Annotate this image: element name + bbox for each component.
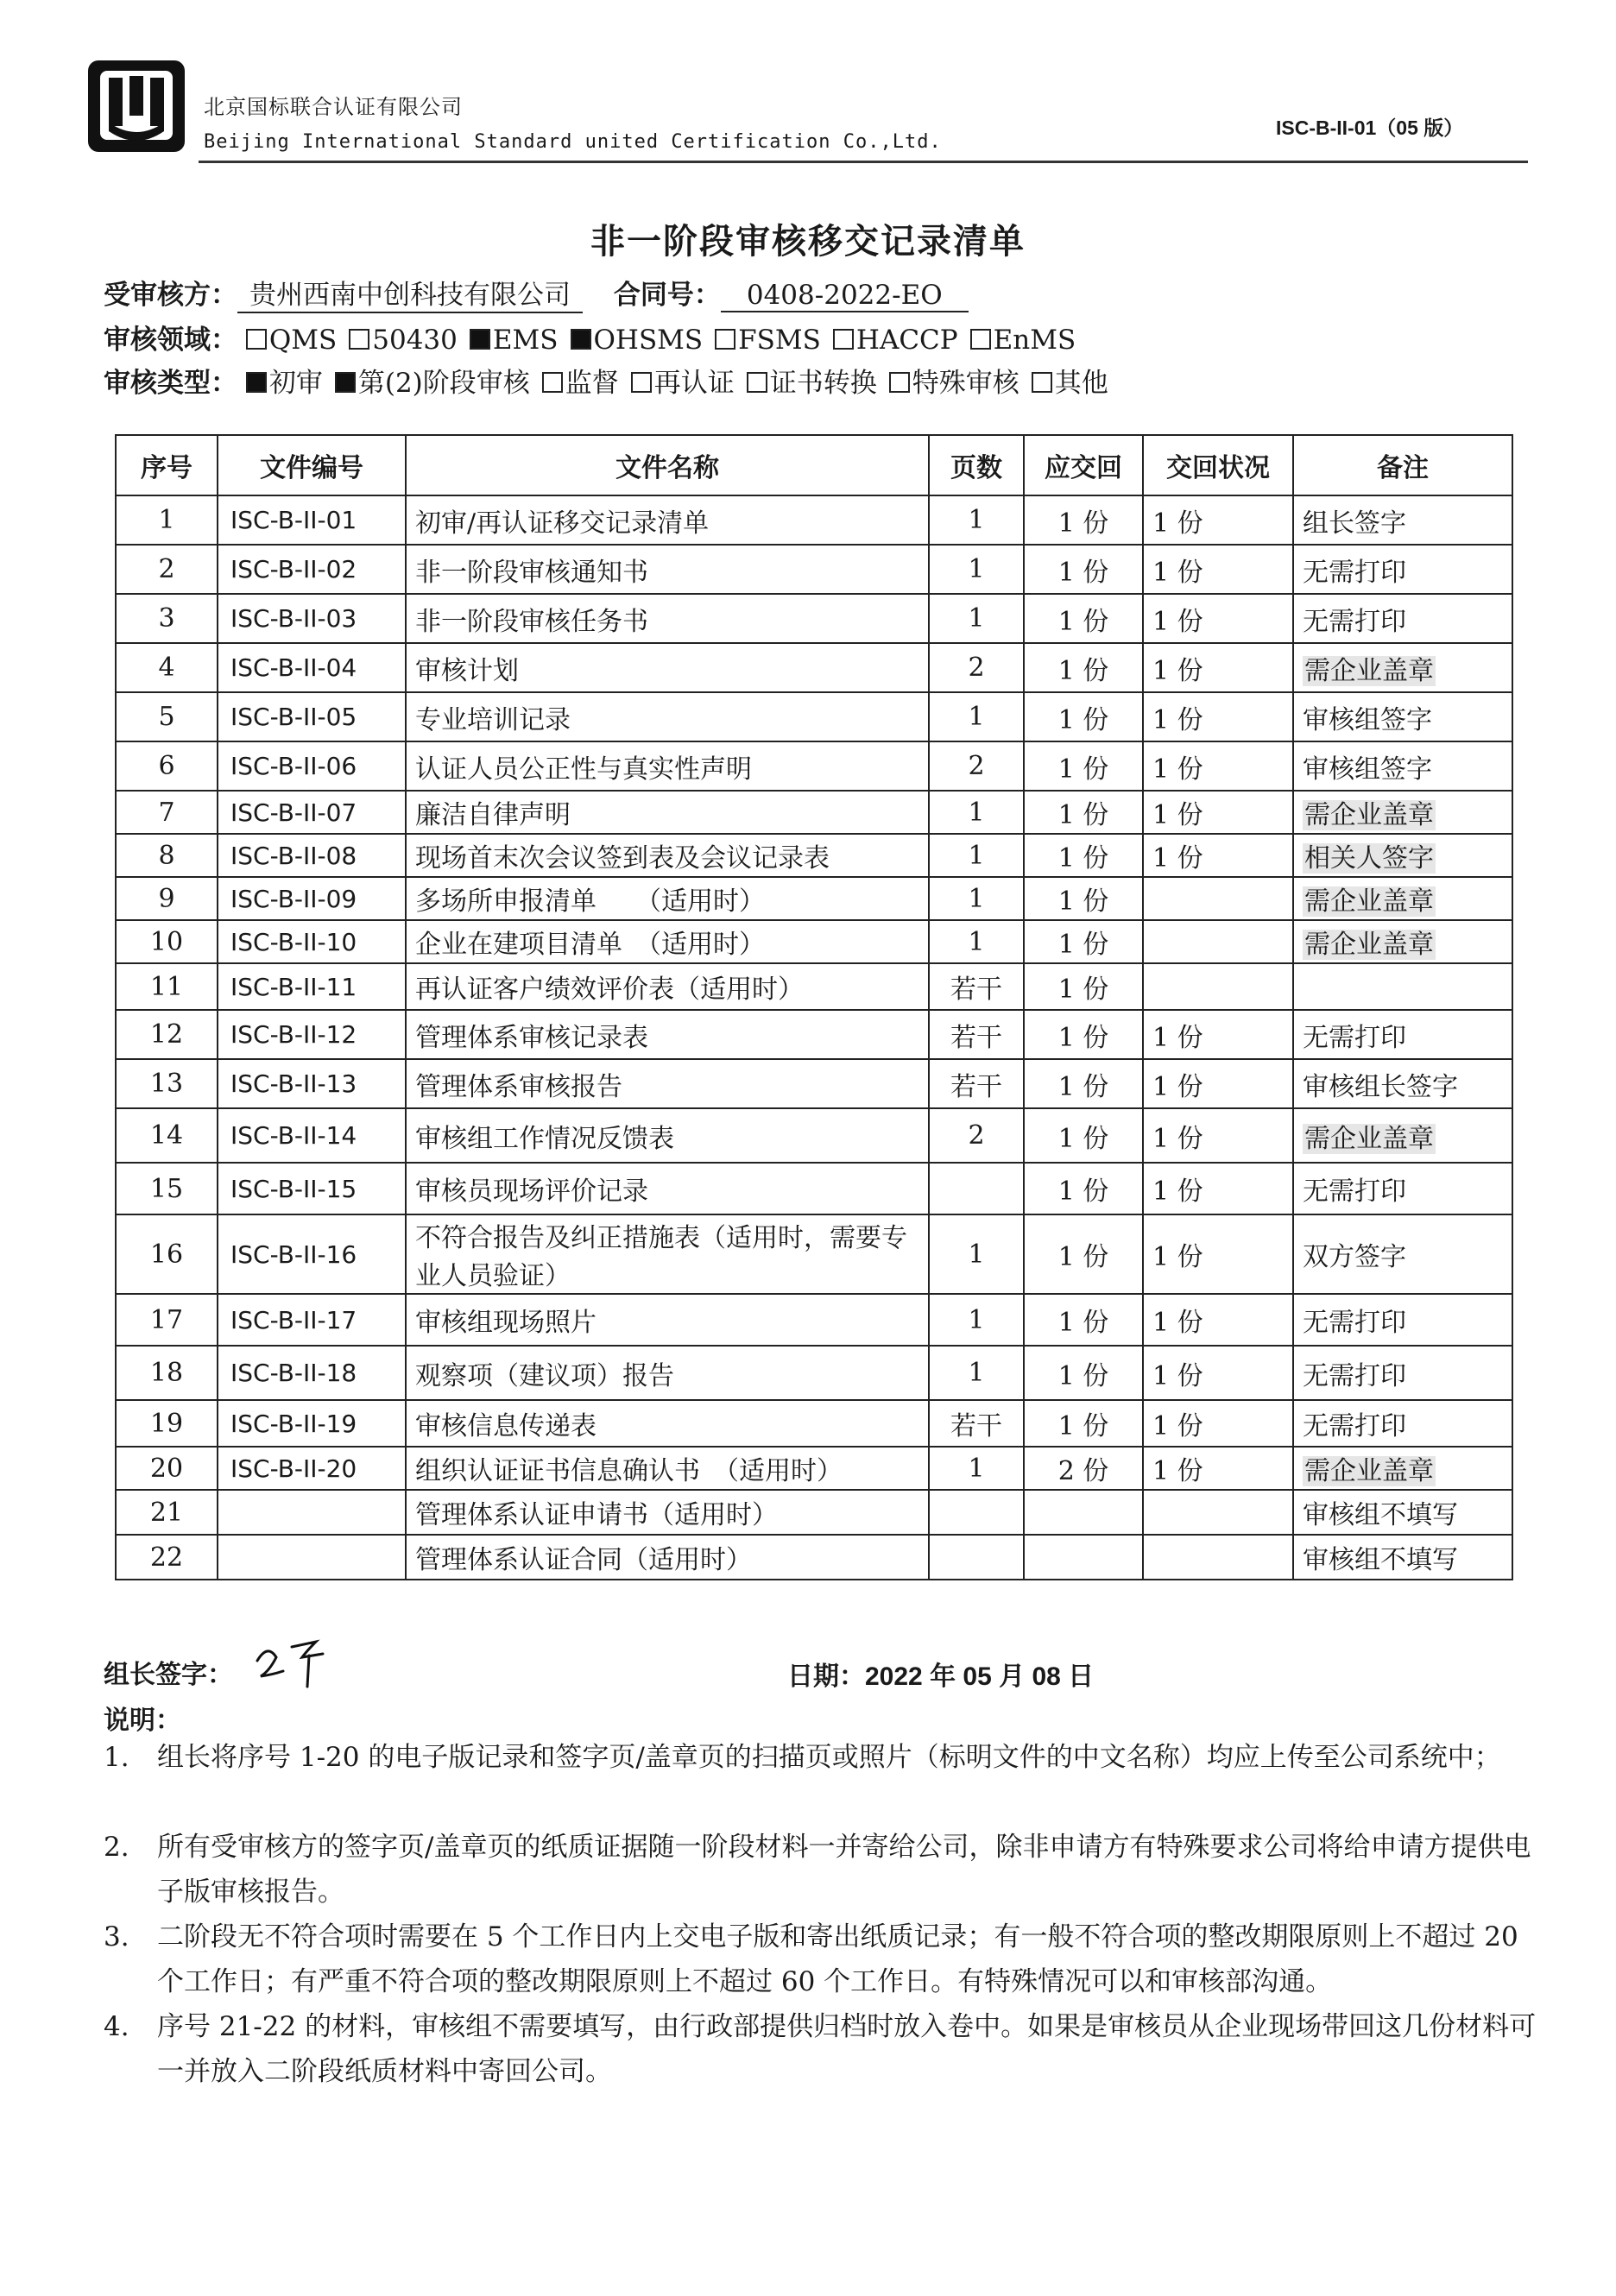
note-item — [104, 2004, 1537, 2094]
checkbox-box — [246, 372, 267, 393]
cell-code: ISC-B-II-04 — [218, 643, 406, 692]
cell-code: ISC-B-II-02 — [218, 545, 406, 594]
type-label: 审核类型： — [104, 368, 237, 399]
cell-no: 22 — [116, 1535, 218, 1580]
cell-required: 1 份 — [1024, 1010, 1143, 1059]
domain-option-label: QMS — [268, 325, 338, 356]
cell-no: 4 — [116, 643, 218, 692]
cell-pages: 2 — [929, 741, 1024, 791]
cell-no: 19 — [116, 1400, 218, 1447]
cell-pages: 若干 — [929, 963, 1024, 1010]
cell-remarks — [1293, 791, 1512, 834]
table-row — [116, 1059, 1512, 1108]
cell-no: 7 — [116, 791, 218, 834]
cell-returned: 1 份 — [1143, 834, 1293, 877]
cell-no: 5 — [116, 692, 218, 741]
table-row — [116, 495, 1512, 545]
type-checkbox — [335, 361, 530, 400]
cell-returned — [1143, 1535, 1293, 1580]
domain-checkbox — [833, 325, 958, 356]
table-row — [116, 1535, 1512, 1580]
col-header-code: 文件编号 — [218, 435, 406, 495]
cell-returned — [1143, 1490, 1293, 1535]
cell-pages: 1 — [929, 545, 1024, 594]
cell-code — [218, 1535, 406, 1580]
cell-code: ISC-B-II-13 — [218, 1059, 406, 1108]
checkbox-box — [715, 329, 735, 350]
cell-no: 11 — [116, 963, 218, 1010]
cell-required: 1 份 — [1024, 545, 1143, 594]
cell-remarks — [1293, 643, 1512, 692]
cell-no: 3 — [116, 594, 218, 643]
domain-option-label: EMS — [492, 325, 559, 356]
cell-required — [1024, 1490, 1143, 1535]
col-header-required: 应交回 — [1024, 435, 1143, 495]
domain-checkbox — [715, 325, 821, 356]
cell-no: 1 — [116, 495, 218, 545]
company-logo — [85, 57, 188, 155]
cell-name: 再认证客户绩效评价表（适用时） — [406, 963, 929, 1010]
cell-required: 1 份 — [1024, 791, 1143, 834]
header-divider — [199, 161, 1528, 163]
cell-no: 14 — [116, 1108, 218, 1163]
type-option-label: 初审 — [268, 368, 323, 399]
cell-remarks: 审核组签字 — [1293, 692, 1512, 741]
cell-required: 1 份 — [1024, 495, 1143, 545]
cell-required: 1 份 — [1024, 1059, 1143, 1108]
table-row — [116, 545, 1512, 594]
cell-code: ISC-B-II-17 — [218, 1294, 406, 1346]
table-row — [116, 1010, 1512, 1059]
col-header-returned: 交回状况 — [1143, 435, 1293, 495]
handwritten-signature — [252, 1631, 338, 1692]
cell-code: ISC-B-II-11 — [218, 963, 406, 1010]
col-header-no: 序号 — [116, 435, 218, 495]
cell-name: 审核员现场评价记录 — [406, 1163, 929, 1214]
cell-no: 21 — [116, 1490, 218, 1535]
table-row — [116, 1346, 1512, 1400]
cell-remarks: 组长签字 — [1293, 495, 1512, 545]
client-value: 贵州西南中创科技有限公司 — [237, 273, 583, 313]
checkbox-box — [246, 329, 267, 350]
cell-remarks — [1293, 1447, 1512, 1490]
table-row — [116, 791, 1512, 834]
cell-returned — [1143, 963, 1293, 1010]
cell-returned: 1 份 — [1143, 1447, 1293, 1490]
client-row — [104, 273, 969, 313]
cell-name: 管理体系审核报告 — [406, 1059, 929, 1108]
note-item — [104, 1914, 1537, 2004]
note-number: 1. — [104, 1742, 129, 1773]
company-name-en: Beijing International Standard united Certification Co.,Ltd. — [204, 131, 942, 153]
sign-date: 日期：2022 年 05 月 08 日 — [787, 1662, 1095, 1691]
cell-remarks: 无需打印 — [1293, 1163, 1512, 1214]
type-option-label: 第(2)阶段审核 — [357, 368, 530, 399]
table-row — [116, 920, 1512, 963]
cell-no: 6 — [116, 741, 218, 791]
table-row — [116, 963, 1512, 1010]
table-row — [116, 1294, 1512, 1346]
note-number: 2. — [104, 1832, 129, 1863]
checkbox-box — [631, 372, 652, 393]
cell-name: 观察项（建议项）报告 — [406, 1346, 929, 1400]
cell-pages: 若干 — [929, 1059, 1024, 1108]
client-label: 受审核方： — [104, 280, 237, 311]
document-title: 非一阶段审核移交记录清单 — [590, 221, 1026, 262]
cell-remarks — [1293, 834, 1512, 877]
cell-pages: 1 — [929, 692, 1024, 741]
table-row — [116, 1163, 1512, 1214]
cell-returned: 1 份 — [1143, 1346, 1293, 1400]
note-item — [104, 1825, 1537, 1914]
type-option-label: 其他 — [1054, 368, 1108, 399]
domain-option-label: EnMS — [993, 325, 1076, 356]
cell-returned: 1 份 — [1143, 1108, 1293, 1163]
cell-name: 审核组工作情况反馈表 — [406, 1108, 929, 1163]
cell-required: 1 份 — [1024, 877, 1143, 920]
checkbox-box — [889, 372, 910, 393]
cell-name: 审核组现场照片 — [406, 1294, 929, 1346]
cell-required: 1 份 — [1024, 1294, 1143, 1346]
note-text: 二阶段无不符合项时需要在 5 个工作日内上交电子版和寄出纸质记录；有一般不符合项的整改期限原则上不超过 20 个工作日；有严重不符合项的整改期限原则上不超过 60 个工作日。有特殊情况可以和审核部沟通。 — [157, 1921, 1518, 1997]
cell-required: 1 份 — [1024, 920, 1143, 963]
cell-name: 专业培训记录 — [406, 692, 929, 741]
checkbox-box — [747, 372, 767, 393]
domain-label: 审核领域： — [104, 325, 237, 356]
cell-required: 1 份 — [1024, 834, 1143, 877]
note-number: 4. — [104, 2011, 129, 2042]
cell-remarks: 审核组签字 — [1293, 741, 1512, 791]
cell-remarks: 审核组不填写 — [1293, 1490, 1512, 1535]
cell-required: 1 份 — [1024, 692, 1143, 741]
type-checkbox — [246, 361, 323, 400]
table-row — [116, 594, 1512, 643]
cell-code: ISC-B-II-16 — [218, 1214, 406, 1294]
note-text: 所有受审核方的签字页/盖章页的纸质证据随一阶段材料一并寄给公司，除非申请方有特殊要求公司将给申请方提供电子版审核报告。 — [157, 1832, 1531, 1908]
cell-code: ISC-B-II-07 — [218, 791, 406, 834]
cell-returned: 1 份 — [1143, 1214, 1293, 1294]
cell-returned: 1 份 — [1143, 1294, 1293, 1346]
cell-remarks — [1293, 1108, 1512, 1163]
cell-remarks: 双方签字 — [1293, 1214, 1512, 1294]
checkbox-box — [1032, 372, 1052, 393]
cell-returned: 1 份 — [1143, 643, 1293, 692]
table-row — [116, 834, 1512, 877]
note-item — [104, 1735, 1537, 1780]
type-option-label: 监督 — [565, 368, 619, 399]
cell-pages — [929, 1535, 1024, 1580]
leader-signature-label: 组长签字： — [104, 1660, 233, 1690]
cell-name: 现场首末次会议签到表及会议记录表 — [406, 834, 929, 877]
cell-pages: 2 — [929, 643, 1024, 692]
cell-no: 17 — [116, 1294, 218, 1346]
note-text: 组长将序号 1-20 的电子版记录和签字页/盖章页的扫描页或照片（标明文件的中文名称）均应上传至公司系统中； — [157, 1742, 1501, 1773]
checkbox-box — [335, 372, 356, 393]
cell-name: 非一阶段审核通知书 — [406, 545, 929, 594]
table-row — [116, 1108, 1512, 1163]
table-row — [116, 1490, 1512, 1535]
table-row — [116, 877, 1512, 920]
cell-remarks: 审核组不填写 — [1293, 1535, 1512, 1580]
cell-returned: 1 份 — [1143, 545, 1293, 594]
cell-code: ISC-B-II-08 — [218, 834, 406, 877]
remark-text: 需企业盖章 — [1304, 655, 1434, 686]
cell-code: ISC-B-II-01 — [218, 495, 406, 545]
type-checkbox — [542, 361, 619, 400]
remark-text: 需企业盖章 — [1304, 800, 1434, 830]
col-header-pages: 页数 — [929, 435, 1024, 495]
cell-returned: 1 份 — [1143, 741, 1293, 791]
cell-remarks — [1293, 963, 1512, 1010]
cell-name: 认证人员公正性与真实性声明 — [406, 741, 929, 791]
domain-checkbox — [349, 325, 458, 356]
cell-name: 审核计划 — [406, 643, 929, 692]
cell-pages: 1 — [929, 495, 1024, 545]
type-checkbox-group — [246, 368, 1120, 399]
type-checkbox — [1032, 361, 1108, 400]
cell-returned: 1 份 — [1143, 1059, 1293, 1108]
cell-code: ISC-B-II-03 — [218, 594, 406, 643]
cell-required — [1024, 1535, 1143, 1580]
cell-remarks: 无需打印 — [1293, 545, 1512, 594]
cell-no: 8 — [116, 834, 218, 877]
cell-pages: 1 — [929, 877, 1024, 920]
domain-checkbox — [470, 325, 559, 356]
audit-domain-row — [104, 318, 1088, 356]
notes-title: 说明： — [104, 1706, 181, 1736]
cell-returned: 1 份 — [1143, 791, 1293, 834]
cell-no: 16 — [116, 1214, 218, 1294]
audit-type-row — [104, 361, 1120, 400]
domain-checkbox-group — [246, 325, 1088, 356]
type-checkbox — [889, 361, 1019, 400]
cell-required: 1 份 — [1024, 594, 1143, 643]
cell-required: 1 份 — [1024, 1214, 1143, 1294]
cell-remarks: 无需打印 — [1293, 1294, 1512, 1346]
cell-required: 1 份 — [1024, 1163, 1143, 1214]
cell-remarks: 无需打印 — [1293, 594, 1512, 643]
checkbox-box — [970, 329, 991, 350]
type-option-label: 特殊审核 — [912, 368, 1019, 399]
cell-name: 管理体系认证合同（适用时） — [406, 1535, 929, 1580]
cell-pages: 1 — [929, 1294, 1024, 1346]
note-text: 序号 21-22 的材料，审核组不需要填写，由行政部提供归档时放入卷中。如果是审核员从企业现场带回这几份材料可一并放入二阶段纸质材料中寄回公司。 — [157, 2011, 1537, 2087]
col-header-name: 文件名称 — [406, 435, 929, 495]
remark-text: 需企业盖章 — [1304, 1123, 1434, 1154]
checkbox-box — [349, 329, 369, 350]
cell-pages: 1 — [929, 920, 1024, 963]
type-checkbox — [747, 361, 877, 400]
table-row — [116, 643, 1512, 692]
cell-pages: 若干 — [929, 1400, 1024, 1447]
cell-no: 10 — [116, 920, 218, 963]
contract-label: 合同号： — [613, 280, 721, 311]
table-row — [116, 1447, 1512, 1490]
remark-text: 需企业盖章 — [1304, 1456, 1434, 1486]
cell-required: 1 份 — [1024, 1400, 1143, 1447]
cell-code: ISC-B-II-12 — [218, 1010, 406, 1059]
domain-checkbox — [246, 325, 337, 356]
cell-required: 1 份 — [1024, 643, 1143, 692]
cell-name: 企业在建项目清单 （适用时） — [406, 920, 929, 963]
cell-no: 12 — [116, 1010, 218, 1059]
cell-code: ISC-B-II-10 — [218, 920, 406, 963]
col-header-remarks: 备注 — [1293, 435, 1512, 495]
cell-no: 13 — [116, 1059, 218, 1108]
cell-no: 20 — [116, 1447, 218, 1490]
remark-text: 需企业盖章 — [1304, 930, 1434, 960]
cell-pages: 1 — [929, 791, 1024, 834]
cell-pages: 1 — [929, 1214, 1024, 1294]
type-option-label: 再认证 — [653, 368, 735, 399]
cell-name: 管理体系审核记录表 — [406, 1010, 929, 1059]
cell-name: 审核信息传递表 — [406, 1400, 929, 1447]
table-header-row — [116, 435, 1512, 495]
cell-code: ISC-B-II-18 — [218, 1346, 406, 1400]
cell-code: ISC-B-II-09 — [218, 877, 406, 920]
cell-returned: 1 份 — [1143, 594, 1293, 643]
cell-no: 18 — [116, 1346, 218, 1400]
domain-checkbox — [970, 325, 1076, 356]
document-code: ISC-B-II-01（05 版） — [1276, 117, 1464, 139]
cell-returned: 1 份 — [1143, 495, 1293, 545]
cell-no: 2 — [116, 545, 218, 594]
cell-required: 1 份 — [1024, 963, 1143, 1010]
cell-returned: 1 份 — [1143, 1163, 1293, 1214]
cell-remarks: 无需打印 — [1293, 1400, 1512, 1447]
cell-remarks: 审核组长签字 — [1293, 1059, 1512, 1108]
domain-checkbox — [571, 325, 704, 356]
domain-option-label: OHSMS — [593, 325, 704, 356]
cell-no: 9 — [116, 877, 218, 920]
cell-returned: 1 份 — [1143, 1010, 1293, 1059]
cell-name: 非一阶段审核任务书 — [406, 594, 929, 643]
cell-name: 组织认证证书信息确认书 （适用时） — [406, 1447, 929, 1490]
contract-value: 0408-2022-EO — [721, 280, 969, 312]
type-option-label: 证书转换 — [769, 368, 877, 399]
cell-remarks — [1293, 920, 1512, 963]
cell-name: 不符合报告及纠正措施表（适用时，需要专业人员验证） — [406, 1214, 929, 1294]
cell-code: ISC-B-II-05 — [218, 692, 406, 741]
cell-name: 初审/再认证移交记录清单 — [406, 495, 929, 545]
domain-option-label: FSMS — [738, 325, 821, 356]
cell-name: 廉洁自律声明 — [406, 791, 929, 834]
cell-pages — [929, 1490, 1024, 1535]
cell-required: 1 份 — [1024, 1108, 1143, 1163]
table-row — [116, 1400, 1512, 1447]
cell-pages: 1 — [929, 1346, 1024, 1400]
cell-remarks: 无需打印 — [1293, 1010, 1512, 1059]
cell-name: 管理体系认证申请书（适用时） — [406, 1490, 929, 1535]
cell-name: 多场所申报清单 （适用时） — [406, 877, 929, 920]
cell-pages: 1 — [929, 594, 1024, 643]
cell-returned — [1143, 877, 1293, 920]
cell-remarks: 无需打印 — [1293, 1346, 1512, 1400]
domain-option-label: HACCP — [855, 325, 958, 356]
note-number: 3. — [104, 1921, 129, 1952]
cell-code: ISC-B-II-14 — [218, 1108, 406, 1163]
cell-no: 15 — [116, 1163, 218, 1214]
cell-pages: 若干 — [929, 1010, 1024, 1059]
table-row — [116, 741, 1512, 791]
type-checkbox — [631, 361, 735, 400]
checkbox-box — [833, 329, 854, 350]
cell-pages — [929, 1163, 1024, 1214]
cell-required: 1 份 — [1024, 741, 1143, 791]
cell-pages: 1 — [929, 1447, 1024, 1490]
checkbox-box — [470, 329, 490, 350]
cell-pages: 1 — [929, 834, 1024, 877]
table-row — [116, 692, 1512, 741]
table-row — [116, 1214, 1512, 1294]
cell-returned: 1 份 — [1143, 1400, 1293, 1447]
domain-option-label: 50430 — [372, 325, 458, 356]
cell-code: ISC-B-II-20 — [218, 1447, 406, 1490]
cell-code: ISC-B-II-19 — [218, 1400, 406, 1447]
remark-text: 相关人签字 — [1304, 843, 1434, 874]
checkbox-box — [571, 329, 591, 350]
company-name-cn: 北京国标联合认证有限公司 — [204, 95, 463, 119]
cell-returned — [1143, 920, 1293, 963]
cell-code: ISC-B-II-15 — [218, 1163, 406, 1214]
checkbox-box — [542, 372, 563, 393]
handover-table — [115, 434, 1513, 1580]
cell-required: 1 份 — [1024, 1346, 1143, 1400]
cell-remarks — [1293, 877, 1512, 920]
remark-text: 需企业盖章 — [1304, 886, 1434, 917]
cell-code — [218, 1490, 406, 1535]
cell-code: ISC-B-II-06 — [218, 741, 406, 791]
cell-required: 2 份 — [1024, 1447, 1143, 1490]
cell-returned: 1 份 — [1143, 692, 1293, 741]
cell-pages: 2 — [929, 1108, 1024, 1163]
